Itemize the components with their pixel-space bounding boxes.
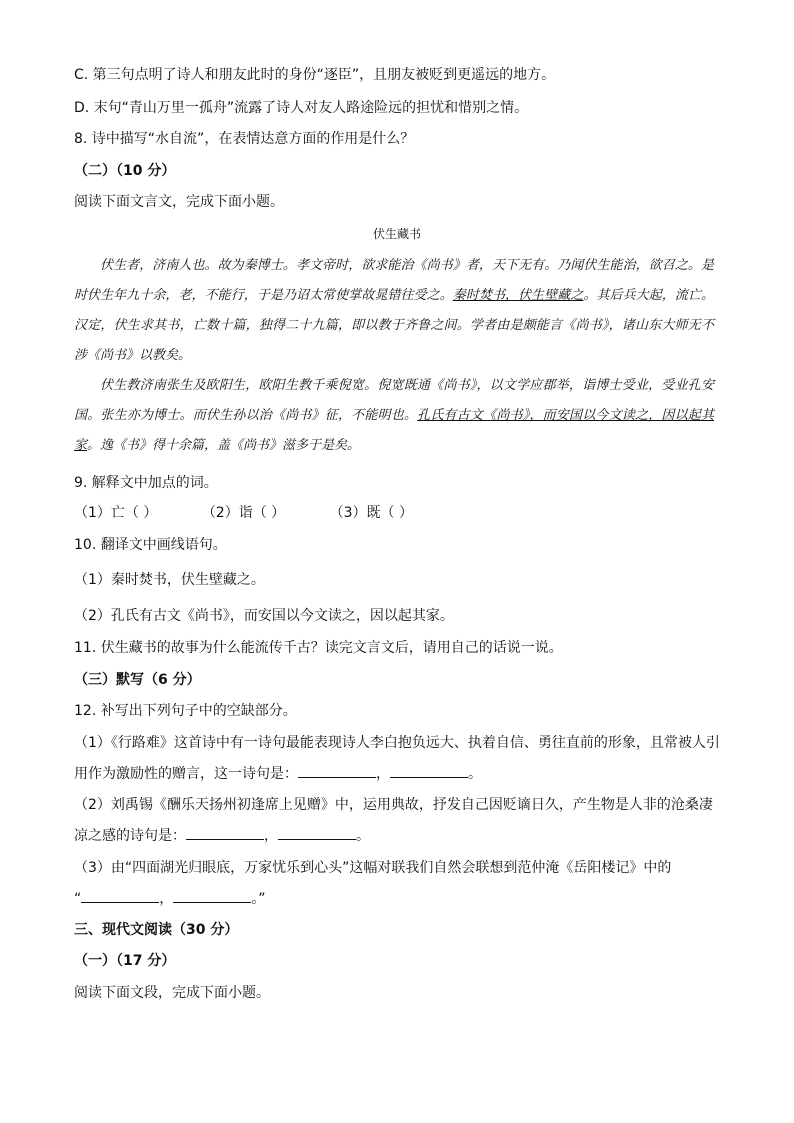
section-2-instruction: 阅读下面文言文，完成下面小题。 (74, 194, 284, 210)
question-10-item-1: （1）秦时焚书，伏生壁藏之。 (74, 572, 265, 588)
question-8: 8. 诗中描写“水自流”，在表情达意方面的作用是什么？ (74, 131, 415, 147)
passage-paragraph-1 (74, 251, 714, 371)
passage-text: 伏生者，济南人也。故为秦博士。孝文帝时，欲求能治《尚书》者，天下无有。乃闻伏生能治，欲召之。是时伏生年九十余，老，不能行，于是乃诏太常使掌故晁错往受之。 (74, 258, 714, 303)
question-12-part-2: （2）刘禹锡《酬乐天扬州初逢席上见赠》中，运用典故，抒发自己因贬谪日久，产生物是人非的沧桑凄 (74, 797, 713, 813)
q12-1-comma: ， (376, 766, 390, 782)
question-12-part-2-cont (74, 826, 370, 846)
q12-3-comma: ， (159, 891, 174, 907)
answer-blank[interactable] (81, 890, 159, 903)
question-9: 9. 解释文中加点的词。 (74, 475, 218, 491)
option-c: C. 第三句点明了诗人和朋友此时的身份“逐臣”，且朋友被贬到更遥远的地方。 (74, 67, 556, 83)
q12-2-text: 凉之感的诗句是： (74, 828, 186, 844)
q12-1-text: 用作为激励性的赠言，这一诗句是： (74, 766, 298, 782)
question-12-part-1: （1）《行路难》这首诗中有一诗句最能表现诗人李白抱负远大、执着自信、勇往直前的形象，且常被人引 (74, 735, 720, 751)
q9-item-2: （2）诣（ ） (201, 505, 286, 521)
question-10: 10. 翻译文中画线语句。 (74, 537, 227, 553)
q12-1-end: 。 (468, 766, 482, 782)
section-3-heading: （三）默写（6 分） (74, 672, 201, 688)
underlined-sentence-1: 秦时焚书，伏生壁藏之 (452, 288, 584, 303)
question-12-part-3: （3）由“四面湖光归眼底，万家忧乐到心头”这幅对联我们自然会联想到范仲淹《岳阳楼记》中的 (74, 860, 672, 876)
passage-title: 伏生藏书 (372, 227, 421, 241)
passage-paragraph-2 (74, 371, 714, 461)
q9-item-3: （3）既（ ） (329, 505, 413, 521)
option-d: D. 末句“青山万里一孤舟”流露了诗人对友人路途险远的担忧和惜别之情。 (74, 100, 529, 116)
section-2-heading: （二）（10 分） (74, 163, 176, 179)
question-12: 12. 补写出下列句子中的空缺部分。 (74, 703, 297, 719)
question-11: 11. 伏生藏书的故事为什么能流传千古？读完文言文后，请用自己的话说一说。 (74, 640, 563, 656)
question-10-item-2: （2）孔氏有古文《尚书》，而安国以今文读之，因以起其家。 (74, 608, 454, 624)
section-4-sub-heading: （一）（17 分） (74, 953, 176, 969)
q12-2-end: 。 (356, 828, 370, 844)
section-4-instruction: 阅读下面文段，完成下面小题。 (74, 985, 270, 1001)
q12-2-comma: ， (264, 828, 278, 844)
underlined-sentence-2: 孔氏有古文《尚书》，而安国以今文读之，因以起其家 (74, 408, 714, 453)
question-12-part-3-cont (74, 889, 266, 909)
q9-item-1: （1）亡（ ） (74, 505, 158, 521)
question-9-items (74, 503, 413, 523)
answer-blank[interactable] (278, 827, 356, 840)
passage-text: 。逸《书》得十余篇，盖《尚书》滋多于是矣。 (87, 438, 361, 453)
answer-blank[interactable] (298, 765, 376, 778)
answer-blank[interactable] (186, 827, 264, 840)
question-12-part-1-cont (74, 764, 482, 784)
passage-text: 。其后兵大起，流亡。汉定，伏生求其书，亡数十篇，独得二十九篇，即以教于齐鲁之间。学者由是颇能言《尚书》，诸山东大师无不涉《尚书》以教矣。 (74, 288, 714, 363)
q12-3-end: 。” (251, 891, 266, 907)
answer-blank[interactable] (173, 890, 251, 903)
classical-passage (74, 251, 714, 461)
answer-blank[interactable] (390, 765, 468, 778)
section-4-heading: 三、现代文阅读（30 分） (74, 922, 239, 938)
q12-3-open: “ (74, 891, 82, 907)
passage-text: 伏生教济南张生及欧阳生，欧阳生教千乘倪宽。倪宽既通《尚书》，以文学应郡举，诣博士受业，受业孔安国。张生亦为博士。而伏生孙以治《尚书》征，不能明也。 (74, 378, 714, 423)
